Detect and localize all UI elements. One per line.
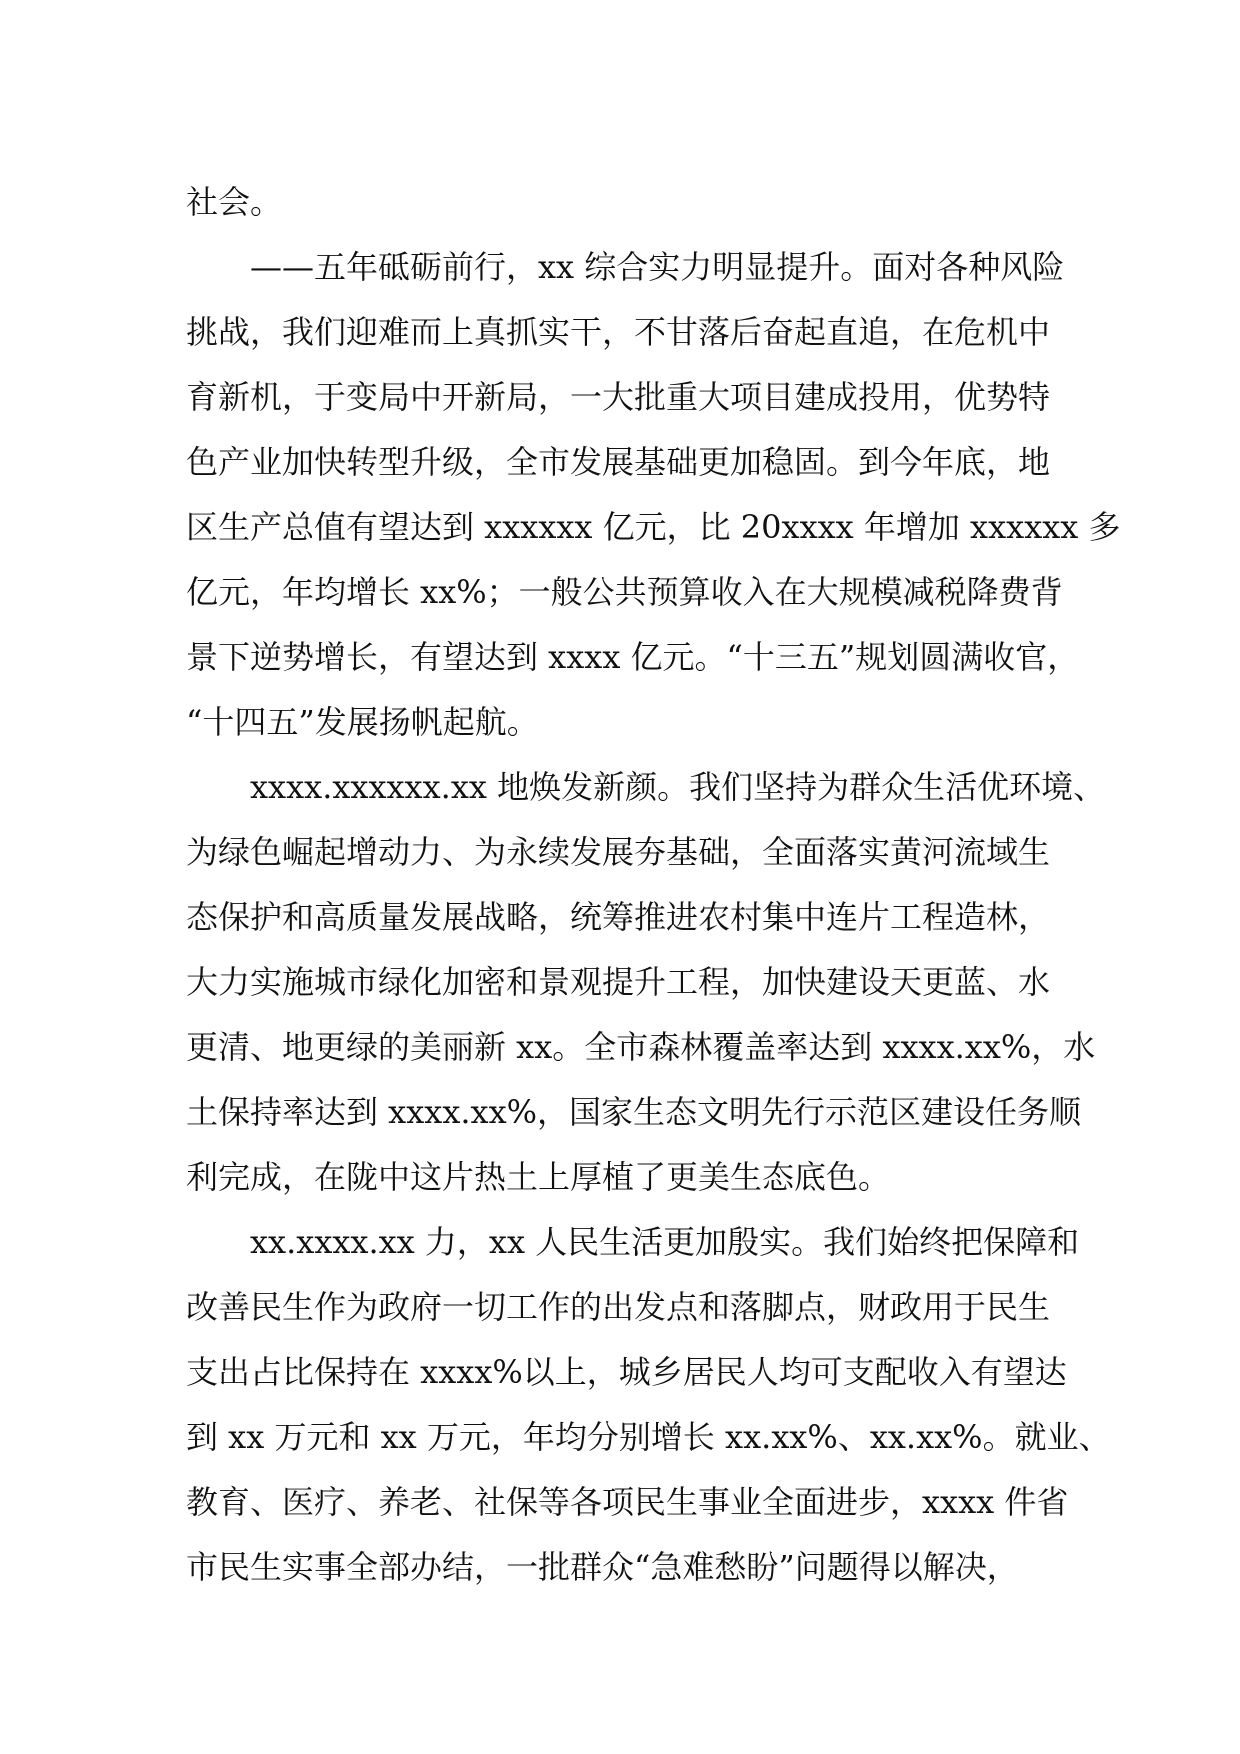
text-line: 为绿色崛起增动力、为永续发展夯基础，全面落实黄河流域生 [186, 833, 1051, 871]
paragraph-3 [186, 755, 1106, 1210]
paragraph-2 [186, 235, 1121, 755]
text-line: 改善民生作为政府一切工作的出发点和落脚点，财政用于民生 [186, 1288, 1051, 1326]
text-line: xx.xxxx.xx 力，xx 人民生活更加殷实。我们始终把保障和 [250, 1223, 1080, 1261]
text-line: 支出占比保持在 xxxx%以上，城乡居民人均可支配收入有望达 [186, 1353, 1067, 1391]
text-line: 社会。 [186, 183, 283, 221]
paragraph-1 [186, 170, 1086, 235]
text-line: 到 xx 万元和 xx 万元，年均分别增长 xx.xx%、xx.xx%。就业、 [186, 1418, 1111, 1456]
paragraph-4 [186, 1210, 1111, 1600]
text-line: 市民生实事全部办结，一批群众“急难愁盼”问题得以解决， [186, 1548, 1019, 1586]
text-line: 利完成，在陇中这片热土上厚植了更美生态底色。 [186, 1158, 891, 1196]
text-line: 挑战，我们迎难而上真抓实干，不甘落后奋起直追，在危机中 [186, 313, 1051, 351]
document-body [186, 170, 1121, 1600]
text-line: ——五年砥砺前行，xx 综合实力明显提升。面对各种风险 [250, 248, 1065, 286]
text-line: 态保护和高质量发展战略，统筹推进农村集中连片工程造林， [186, 898, 1051, 936]
text-line: 色产业加快转型升级，全市发展基础更加稳固。到今年底，地 [186, 443, 1051, 481]
text-line: 大力实施城市绿化加密和景观提升工程，加快建设天更蓝、水 [186, 963, 1051, 1001]
text-line: 教育、医疗、养老、社保等各项民生事业全面进步，xxxx 件省 [186, 1483, 1069, 1521]
text-line: 土保持率达到 xxxx.xx%，国家生态文明先行示范区建设任务顺 [186, 1093, 1082, 1131]
text-line: 区生产总值有望达到 xxxxxx 亿元，比 20xxxx 年增加 xxxxxx 多 [186, 508, 1121, 546]
text-line: xxxx.xxxxxx.xx 地焕发新颜。我们坚持为群众生活优环境、 [250, 768, 1106, 806]
text-line: “十四五”发展扬帆起航。 [186, 703, 539, 741]
text-line: 亿元，年均增长 xx%；一般公共预算收入在大规模减税降费背 [186, 573, 1063, 611]
text-line: 景下逆势增长，有望达到 xxxx 亿元。“十三五”规划圆满收官， [186, 638, 1080, 676]
text-line: 更清、地更绿的美丽新 xx。全市森林覆盖率达到 xxxx.xx%，水 [186, 1028, 1096, 1066]
text-line: 育新机，于变局中开新局，一大批重大项目建成投用，优势特 [186, 378, 1051, 416]
